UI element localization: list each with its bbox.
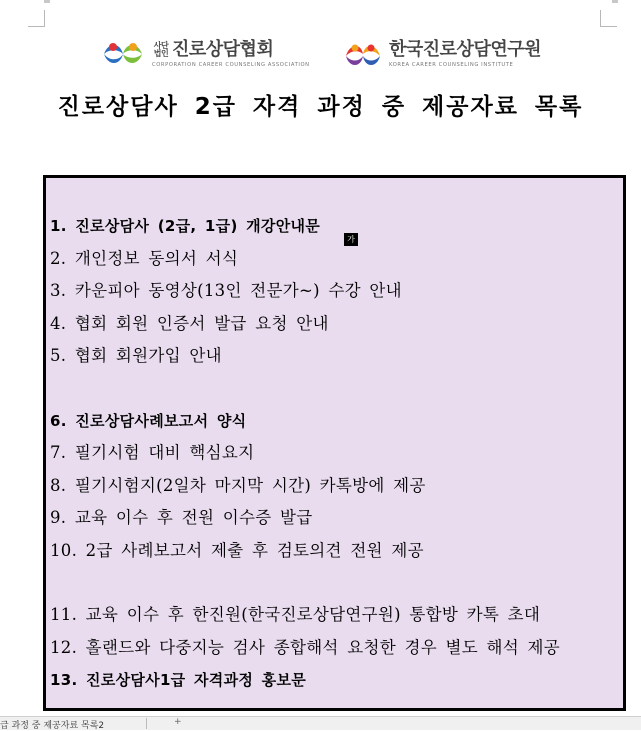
association-subtitle: CORPORATION CAREER COUNSELING ASSOCIATION [152, 62, 310, 68]
header-logos [0, 36, 641, 76]
association-emblem-icon [100, 38, 146, 70]
institute-logo [343, 36, 541, 72]
list-item: 1. 진로상담사 (2급, 1급) 개강안내문 [50, 217, 321, 235]
association-name: 진로상담협회 [172, 39, 274, 60]
materials-list-box [43, 175, 626, 711]
association-logo [100, 36, 310, 72]
list-item: 13. 진로상담사1급 자격과정 홍보문 [50, 671, 307, 689]
institute-emblem-icon [343, 38, 383, 70]
document-title: 진로상담사 2급 자격 과정 중 제공자료 목록 [57, 94, 584, 120]
list-item: 2. 개인정보 동의서 서식 [50, 248, 239, 268]
list-spacer [50, 373, 625, 405]
list-spacer [50, 567, 625, 599]
list-item: 7. 필기시험 대비 핵심요지 [50, 443, 255, 462]
list-item: 5. 협회 회원가입 안내 [50, 346, 222, 365]
page-edge-mark [612, 0, 618, 3]
list-item: 6. 진로상담사례보고서 양식 [50, 411, 247, 430]
list-item: 9. 교육 이수 후 전원 이수증 발급 [50, 508, 313, 527]
list-item: 3. 카운피아 동영상(13인 전문가~) 수강 안내 [50, 281, 402, 300]
materials-list [50, 210, 625, 697]
tab-divider [146, 718, 147, 729]
margin-corner-mark [600, 10, 617, 27]
sheet-tab[interactable]: 급 과정 중 제공자료 목록2 [0, 721, 105, 731]
list-item: 8. 필기시험지(2일차 마지막 시간) 카톡방에 제공 [50, 475, 426, 495]
margin-corner-mark [28, 10, 45, 27]
association-prefix: 사단법인 [153, 41, 169, 58]
page-edge-mark [44, 0, 50, 3]
add-tab-button[interactable]: + [174, 717, 182, 727]
institute-subtitle: KOREA CAREER COUNSELING INSTITUTE [389, 62, 514, 68]
sheet-tab-bar [0, 716, 641, 730]
institute-name: 한국진로상담연구원 [389, 39, 541, 60]
list-item: 4. 협회 회원 인증서 발급 요청 안내 [50, 313, 329, 333]
list-item: 10. 2급 사례보고서 제출 후 검토의견 전원 제공 [50, 540, 424, 560]
text-format-badge[interactable]: 가 [344, 233, 358, 246]
list-item: 12. 홀랜드와 다중지능 검사 종합해석 요청한 경우 별도 해석 제공 [50, 637, 561, 657]
list-item: 11. 교육 이수 후 한진원(한국진로상담연구원) 통합방 카톡 초대 [50, 605, 541, 624]
